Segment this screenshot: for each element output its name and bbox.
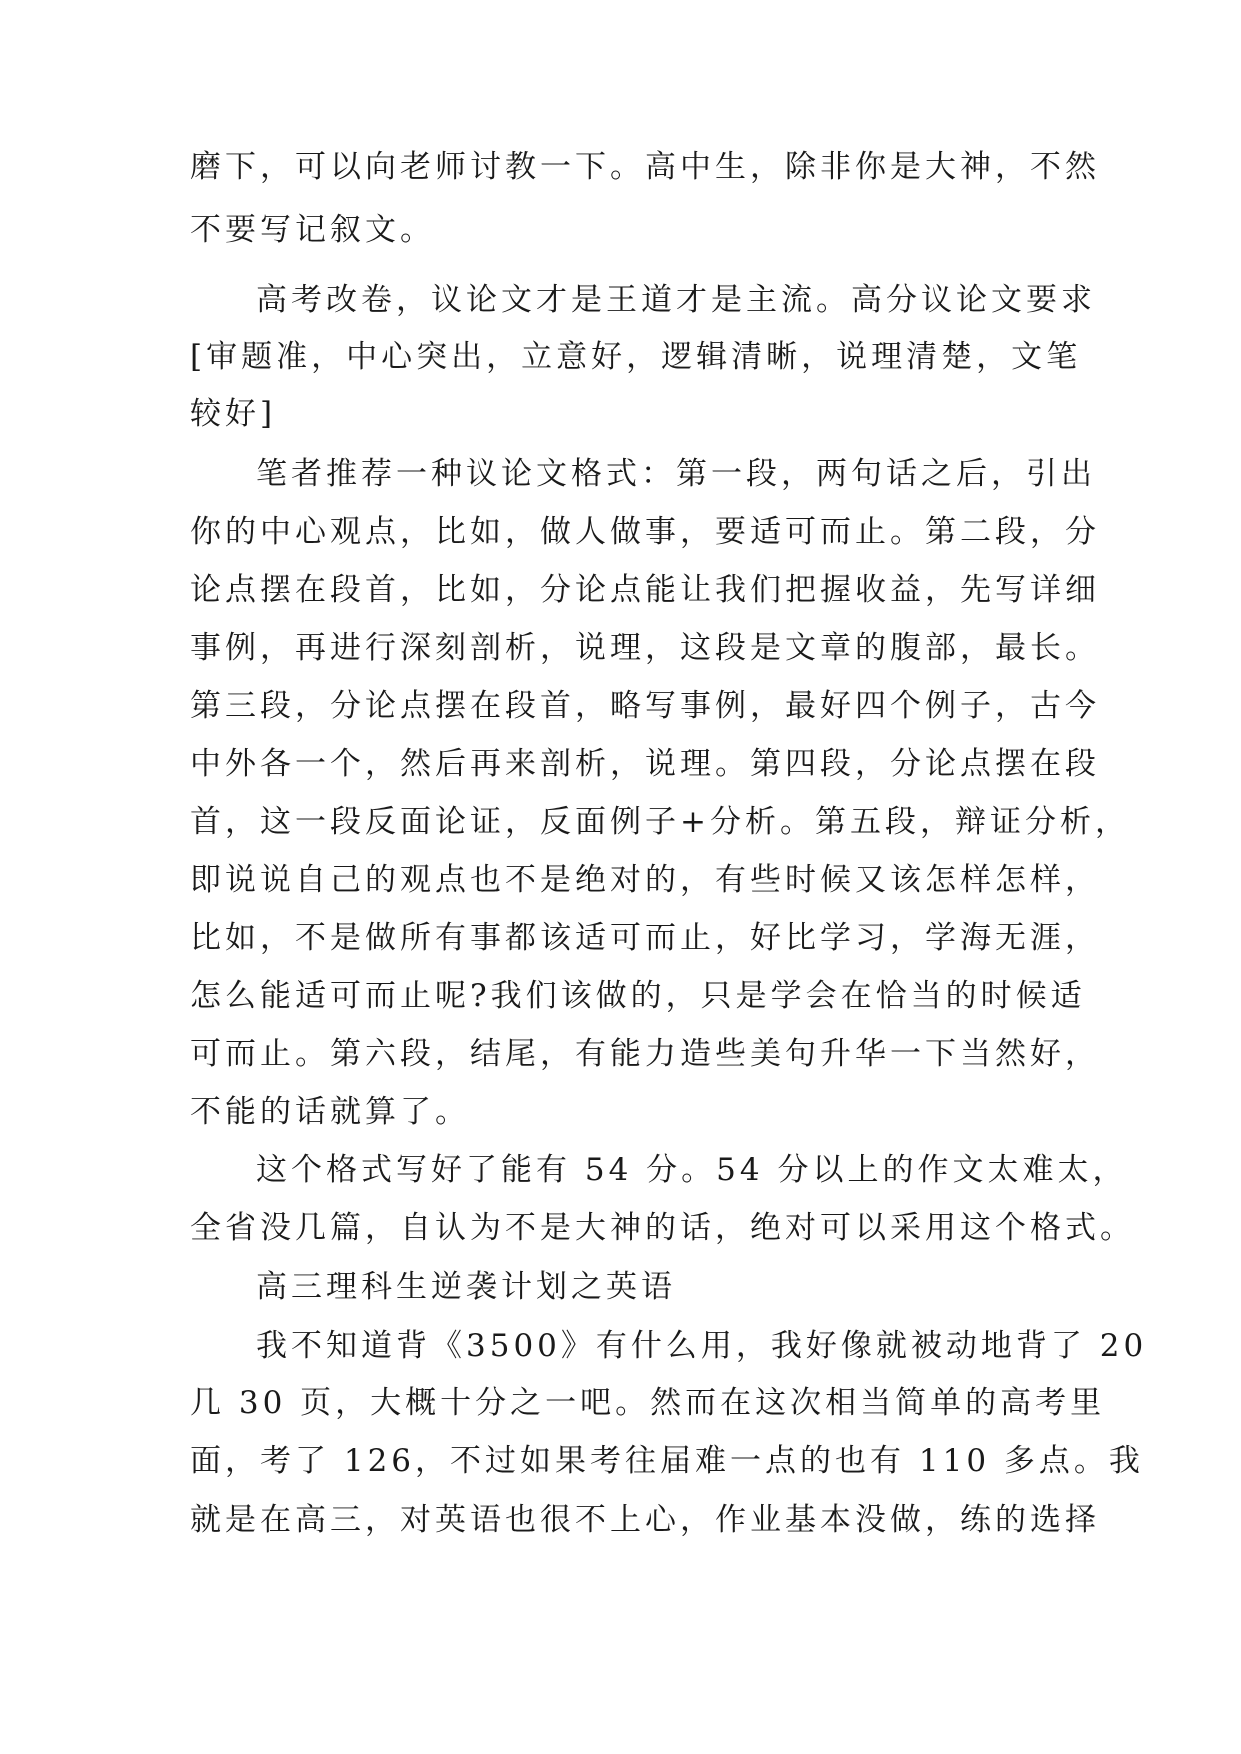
text-line: [审题准，中心突出，立意好，逻辑清晰，说理清楚，文笔 [190, 339, 1082, 375]
text-line: 第三段，分论点摆在段首，略写事例，最好四个例子，古今 [190, 688, 1100, 724]
text-line: 全省没几篇，自认为不是大神的话，绝对可以采用这个格式。 [190, 1210, 1135, 1246]
text-line: 中外各一个，然后再来剖析，说理。第四段，分论点摆在段 [190, 746, 1100, 782]
text-line: 磨下，可以向老师讨教一下。高中生，除非你是大神，不然 [190, 149, 1100, 185]
text-line: 首，这一段反面论证，反面例子+分析。第五段，辩证分析， [190, 804, 1130, 840]
text-line: 高考改卷，议论文才是王道才是主流。高分议论文要求 [256, 282, 1096, 318]
text-line: 这个格式写好了能有 54 分。54 分以上的作文太难太， [256, 1152, 1128, 1188]
text-line: 面，考了 126，不过如果考往届难一点的也有 110 多点。我 [190, 1443, 1144, 1479]
section-heading: 高三理科生逆袭计划之英语 [256, 1269, 676, 1305]
text-line: 不要写记叙文。 [190, 212, 435, 248]
text-line: 不能的话就算了。 [190, 1094, 470, 1130]
text-line: 笔者推荐一种议论文格式：第一段，两句话之后，引出 [256, 456, 1096, 492]
text-line: 较好] [190, 396, 277, 432]
text-line: 即说说自己的观点也不是绝对的，有些时候又该怎样怎样， [190, 862, 1100, 898]
text-line: 可而止。第六段，结尾，有能力造些美句升华一下当然好， [190, 1036, 1100, 1072]
text-line: 就是在高三，对英语也很不上心，作业基本没做，练的选择 [190, 1502, 1100, 1538]
text-line: 事例，再进行深刻剖析，说理，这段是文章的腹部，最长。 [190, 630, 1100, 666]
text-line: 我不知道背《3500》有什么用，我好像就被动地背了 20 [256, 1328, 1148, 1364]
text-line: 怎么能适可而止呢?我们该做的，只是学会在恰当的时候适 [190, 978, 1086, 1014]
text-line: 论点摆在段首，比如，分论点能让我们把握收益，先写详细 [190, 572, 1100, 608]
text-line: 你的中心观点，比如，做人做事，要适可而止。第二段，分 [190, 514, 1100, 550]
text-line: 几 30 页，大概十分之一吧。然而在这次相当简单的高考里 [190, 1385, 1106, 1421]
text-line: 比如，不是做所有事都该适可而止，好比学习，学海无涯， [190, 920, 1100, 956]
